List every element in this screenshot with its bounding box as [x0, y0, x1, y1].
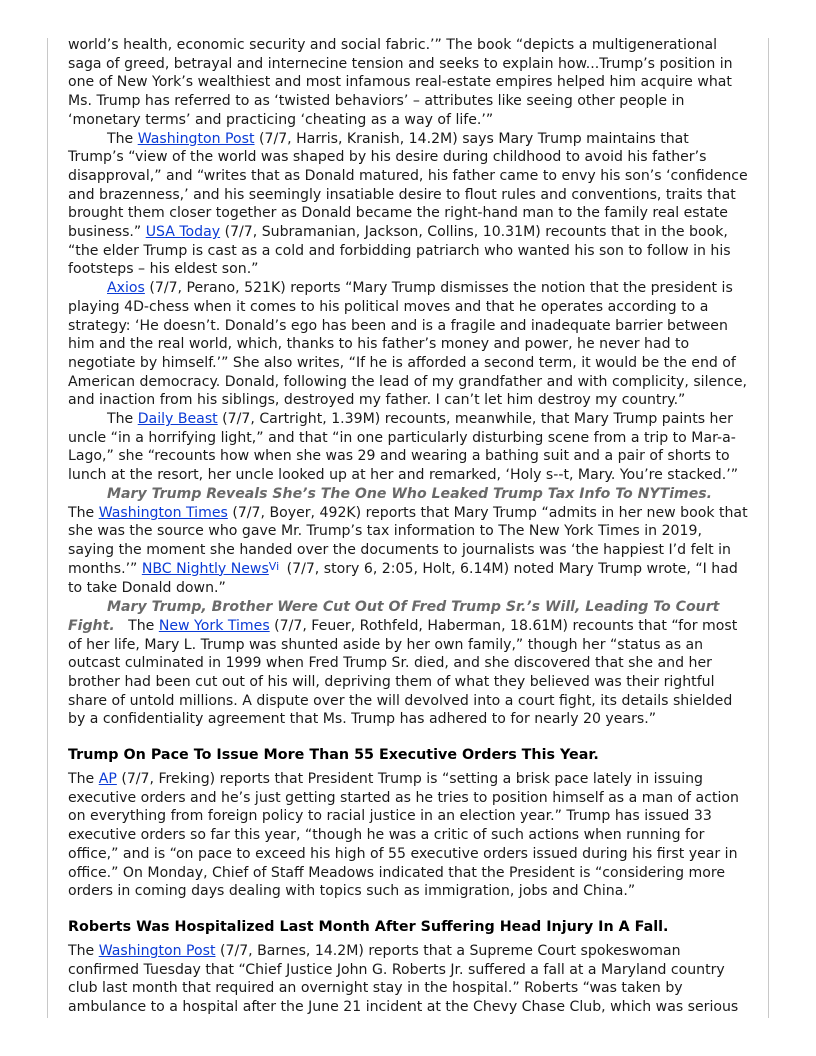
paragraph-text: The: [68, 771, 99, 788]
paragraph-text: (7/7, Freking) reports that President Trump is “setting a brisk pace lately in issuing executive orders and he’s just getting started as he tries to position himself as a man of action on everything from foreign policy to racial justice in an election year.” Trump has issued 33 executive orders so far this year, “though he was a critic of such actions when running for office,” and is “on pace to exceed his high of 55 executive orders issued during his first year in office.” On Monday, Chief of Staff Meadows indicated that the President is “considering more orders in coming days dealing with topics such as immigration, jobs and China.”: [68, 771, 739, 900]
paragraph-text: (7/7, Perano, 521K) reports “Mary Trump dismisses the notion that the president is playing 4D-chess when it comes to his political moves and that he operates according to a strategy: ‘He doesn’t. Donald’s ego has been and is a fragile and inadequate barrier between him and the real world, which, thanks to his father’s money and power, he never had to negotiate by himself.’” She also writes, “If he is afforded a second term, it would be the end of American democracy. Donald, following the lead of my grandfather and with complicity, silence, and inaction from his siblings, destroyed my father. I can’t let him destroy my country.”: [68, 280, 747, 409]
axios-link[interactable]: Axios: [107, 280, 145, 297]
paragraph-text: (7/7, story 6, 2:05, Holt, 6.14M) noted Mary Trump wrote, “I had to take Donald down.”: [68, 560, 738, 597]
page-border-left: [47, 38, 48, 1018]
washington-post-link[interactable]: Washington Post: [98, 942, 216, 959]
paragraph-text: The: [68, 504, 99, 521]
paragraph-text: (7/7, Barnes, 14.2M) reports that a Supreme Court spokeswoman confirmed Tuesday that “Chief Justice John G. Roberts Jr. suffered a fall at a Maryland country club last month that required an overnight stay in the hospital.” Roberts “was taken by ambulance to a hospital after the June 21 incident at the Chevy Chase Club, which was serious: [68, 942, 739, 1016]
subheading: Mary Trump Reveals She’s The One Who Leaked Trump Tax Info To NYTimes.: [107, 485, 713, 502]
paragraph-text: (7/7, Subramanian, Jackson, Collins, 10.31M) recounts that in the book, “the elder Trump is cast as a cold and forbidding patriarch who wanted his son to follow in his footsteps – his eldest son.”: [68, 224, 731, 278]
paragraph: [68, 36, 748, 130]
usa-today-link[interactable]: USA Today: [145, 224, 221, 241]
section-heading: Trump On Pace To Issue More Than 55 Executive Orders This Year.: [68, 747, 599, 764]
paragraph: [68, 942, 748, 1017]
paragraph-text: (7/7, Feuer, Rothfeld, Haberman, 18.61M) recounts that “for most of her life, Mary L. Trump was shunted aside by her own family,” though her “status as an outcast culminated in 1999 when Fred Trump Sr. died, and she discovered that she and her brother had been cut out of his will, depriving them of what they believed was their rightful share of untold millions. A dispute over the will devolved into a court fight, its details shielded by a confidentiality agreement that Ms. Trump has adhered to for nearly 20 years.”: [68, 617, 738, 728]
paragraph-text: The: [107, 411, 138, 428]
nbc-nightly-news-link[interactable]: NBC Nightly News: [141, 560, 269, 577]
paragraph: [68, 504, 748, 599]
paragraph-text: (7/7, Harris, Kranish, 14.2M) says Mary Trump maintains that Trump’s “view of the world was shaped by his desire during childhood to avoid his father’s disapproval,” and “writes that as Donald matured, his father came to envy his son’s ‘confidence and brazenness,’ and his seemingly insatiable desire to flout rules and conventions, traits that brought them closer together as Donald became the right-hand man to the family real estate business.”: [68, 130, 748, 241]
paragraph-text: (7/7, Boyer, 492K) reports that Mary Trump “admits in her new book that she was the source who gave Mr. Trump’s tax information to The New York Times in 2019, saying the moment she handed over the documents to journalists was ‘the happiest I’d felt in months.’”: [68, 504, 748, 577]
paragraph: [68, 410, 748, 485]
document-body: [68, 36, 748, 1017]
paragraph: [68, 279, 748, 410]
video-marker: Vi: [268, 559, 280, 573]
daily-beast-link[interactable]: Daily Beast: [137, 411, 218, 428]
paragraph-text: The: [128, 617, 159, 634]
ap-link[interactable]: AP: [98, 771, 117, 788]
page-border-right: [768, 38, 769, 1018]
new-york-times-link[interactable]: New York Times: [158, 617, 270, 634]
paragraph: [68, 770, 748, 901]
subheading: Mary Trump, Brother Were Cut Out Of Fred Trump Sr.’s Will, Leading To Court Fight.: [68, 599, 720, 634]
section-heading: Roberts Was Hospitalized Last Month After Suffering Head Injury In A Fall.: [68, 918, 669, 935]
paragraph: [68, 130, 748, 280]
paragraph: [68, 598, 748, 729]
paragraph-text: The: [107, 130, 138, 147]
paragraph-text: (7/7, Cartright, 1.39M) recounts, meanwhile, that Mary Trump paints her uncle “in a horrifying light,” and that “in one particularly disturbing scene from a trip to Mar-a-Lago,” she “recounts how when she was 29 and wearing a bathing suit and a pair of shorts to lunch at the resort, her uncle looked up at her and remarked, ‘Holy s--t, Mary. You’re stacked.’”: [68, 411, 739, 484]
washington-times-link[interactable]: Washington Times: [98, 504, 228, 521]
paragraph: [68, 485, 748, 504]
paragraph-text: The: [68, 942, 99, 959]
washington-post-link[interactable]: Washington Post: [137, 130, 255, 147]
paragraph-text: world’s health, economic security and social fabric.’” The book “depicts a multigenerational saga of greed, betrayal and internecine tension and seeks to explain how...Trump’s position in one of New York’s wealthiest and most infamous real-estate empires helped him acquire what Ms. Trump has referred to as ‘twisted behaviors’ – attributes like seeing other people in ‘monetary terms’ and practicing ‘cheating as a way of life.’”: [68, 37, 733, 128]
